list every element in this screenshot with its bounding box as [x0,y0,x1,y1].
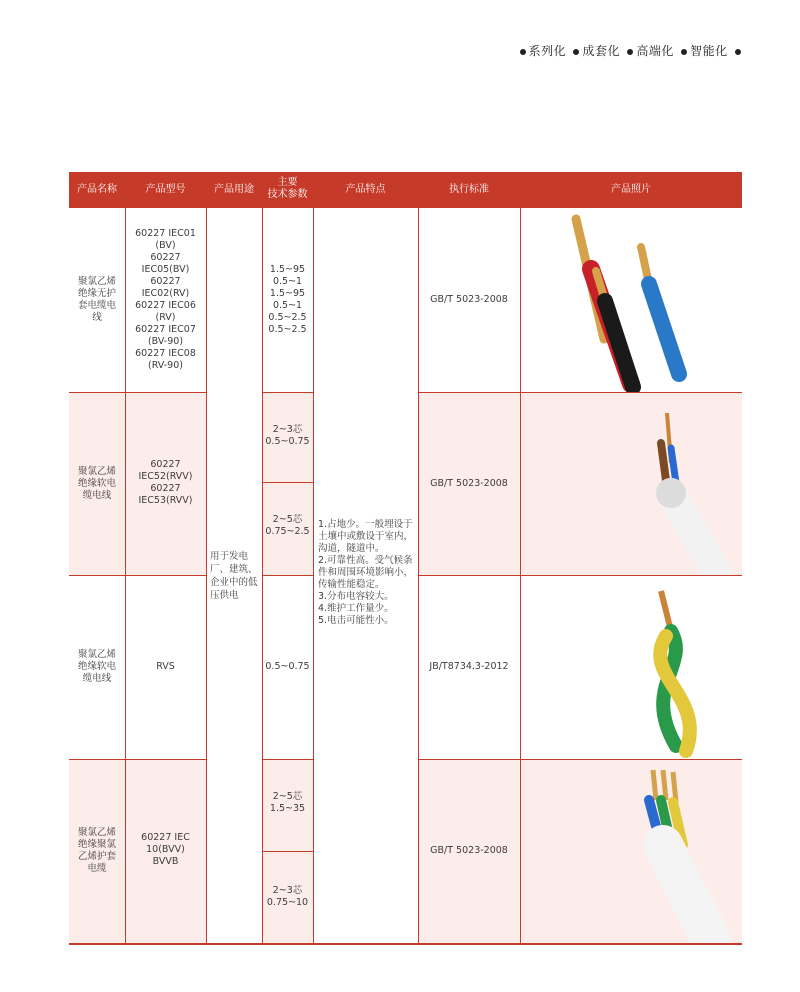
grid-line [69,759,206,760]
grid-line [262,759,313,760]
param-line: 0.75~10 [266,897,309,908]
row1-params [262,208,313,392]
model-line: (RV) [155,312,176,323]
rvv-cable-icon [661,413,717,573]
row2-params-b [262,482,313,575]
blue-cable-icon [641,247,679,374]
model-line: (BV-90) [147,336,184,347]
grid-line [262,482,313,483]
header-photo: 产品照片 [520,172,742,208]
row4-name: 聚氯乙烯绝缘聚氯乙烯护套电缆 [77,827,116,874]
grid-line [418,575,742,576]
photo-bv-cables [521,209,742,392]
header-standard: 执行标准 [418,172,520,208]
use-cell [206,208,262,943]
bullet-dot [520,49,526,55]
row1-models [125,208,206,392]
header-params-line2: 技术参数 [267,189,308,200]
grid-line [69,575,206,576]
feature-item: 1.占地少。一般埋设于土壤中或敷设于室内，沟道，隧道中。 [318,519,414,554]
slogan-item: 智能化 [690,44,728,58]
photo-rvv-cable [521,393,742,575]
photo-bvv-cable [521,760,742,943]
model-line: 60227 [150,459,181,470]
row4-standard: GB/T 5023-2008 [430,845,508,856]
grid-line [262,392,313,393]
use-text: 用于发电厂、建筑、企业中的低压供电 [210,550,258,601]
param-line: 2~5芯 [272,514,303,525]
photo-rvs-cable [521,576,742,759]
model-line: IEC53(RVV) [138,495,193,506]
product-table [69,172,742,945]
header-model: 产品型号 [125,172,206,208]
row3-params: 0.5~0.75 [265,661,310,672]
rvs-cable-icon [660,591,690,751]
model-line: 60227 [150,276,181,287]
param-line: 2~3芯 [272,424,303,435]
model-line: 60227 IEC06 [135,300,196,311]
param-line: 2~5芯 [272,791,303,802]
slogan-item: 高端化 [636,44,674,58]
model-line: IEC52(RVV) [138,471,193,482]
bullet-dot [681,49,687,55]
param-line: 0.5~2.5 [268,312,307,323]
row4-params-b [262,851,313,943]
feature-item: 4.维护工作量少。 [318,603,394,614]
model-line: BVVB [152,856,179,867]
model-line: 60227 IEC07 [135,324,196,335]
grid-line [418,759,742,760]
model-line: IEC05(BV) [141,264,190,275]
row2-standard: GB/T 5023-2008 [430,477,508,489]
param-line: 0.5~0.75 [265,436,310,447]
model-line: (BV) [155,240,176,251]
param-line: 0.5~2.5 [268,324,307,335]
param-line: 1.5~95 [269,264,306,275]
model-line: 60227 IEC [141,832,190,843]
grid-line [69,392,206,393]
header-use: 产品用途 [206,172,262,208]
slogan-item: 系列化 [528,44,567,58]
features-cell [313,208,418,943]
row2-params-a [262,392,313,482]
model-line: 60227 [150,252,181,263]
param-line: 0.75~2.5 [265,526,310,537]
row3-name: 聚氯乙烯绝缘软电缆电线 [77,649,116,684]
model-line: 10(BVV) [146,844,185,855]
param-line: 1.5~35 [269,803,306,814]
header-name: 产品名称 [69,172,125,208]
row1-name: 聚氯乙烯绝缘无护套电缆电线 [77,276,116,323]
slogan-item: 成套化 [582,44,620,58]
row3-models: RVS [156,661,175,672]
grid-line [262,575,313,576]
feature-item: 5.电击可能性小。 [318,615,394,626]
grid-line [262,851,313,852]
grid-line [69,943,742,945]
header-features: 产品特点 [313,172,418,208]
row2-name: 聚氯乙烯绝缘软电缆电线 [77,465,116,501]
grid-line [418,392,742,393]
bvv-cable-icon [649,770,711,940]
model-line: 60227 [150,483,181,494]
row4-params-a [262,759,313,851]
param-line: 2~3芯 [272,885,303,896]
header-params-line1: 主要 [277,177,298,188]
model-line: (RV-90) [148,360,183,371]
model-line: IEC02(RV) [141,288,190,299]
row3-standard: JB/T8734.3-2012 [429,661,509,672]
model-line: 60227 IEC01 [135,228,196,239]
bullet-dot [627,49,633,55]
grid-line [206,208,207,943]
model-line: 60227 IEC08 [135,348,196,359]
feature-item: 3.分布电容较大。 [318,591,394,602]
param-line: 1.5~95 [269,288,306,299]
row1-standard: GB/T 5023-2008 [430,294,508,305]
header-params [262,172,313,208]
row4-models [125,759,206,943]
bullet-dot [573,49,579,55]
slogan [517,42,744,59]
feature-item: 2.可靠性高。受气候条件和周围环境影响小，传输性能稳定。 [318,555,414,590]
param-line: 0.5~1 [272,276,303,287]
param-line: 0.5~1 [272,300,303,311]
grid-line [313,208,314,943]
bullet-dot [735,49,741,55]
row2-models [125,392,206,575]
